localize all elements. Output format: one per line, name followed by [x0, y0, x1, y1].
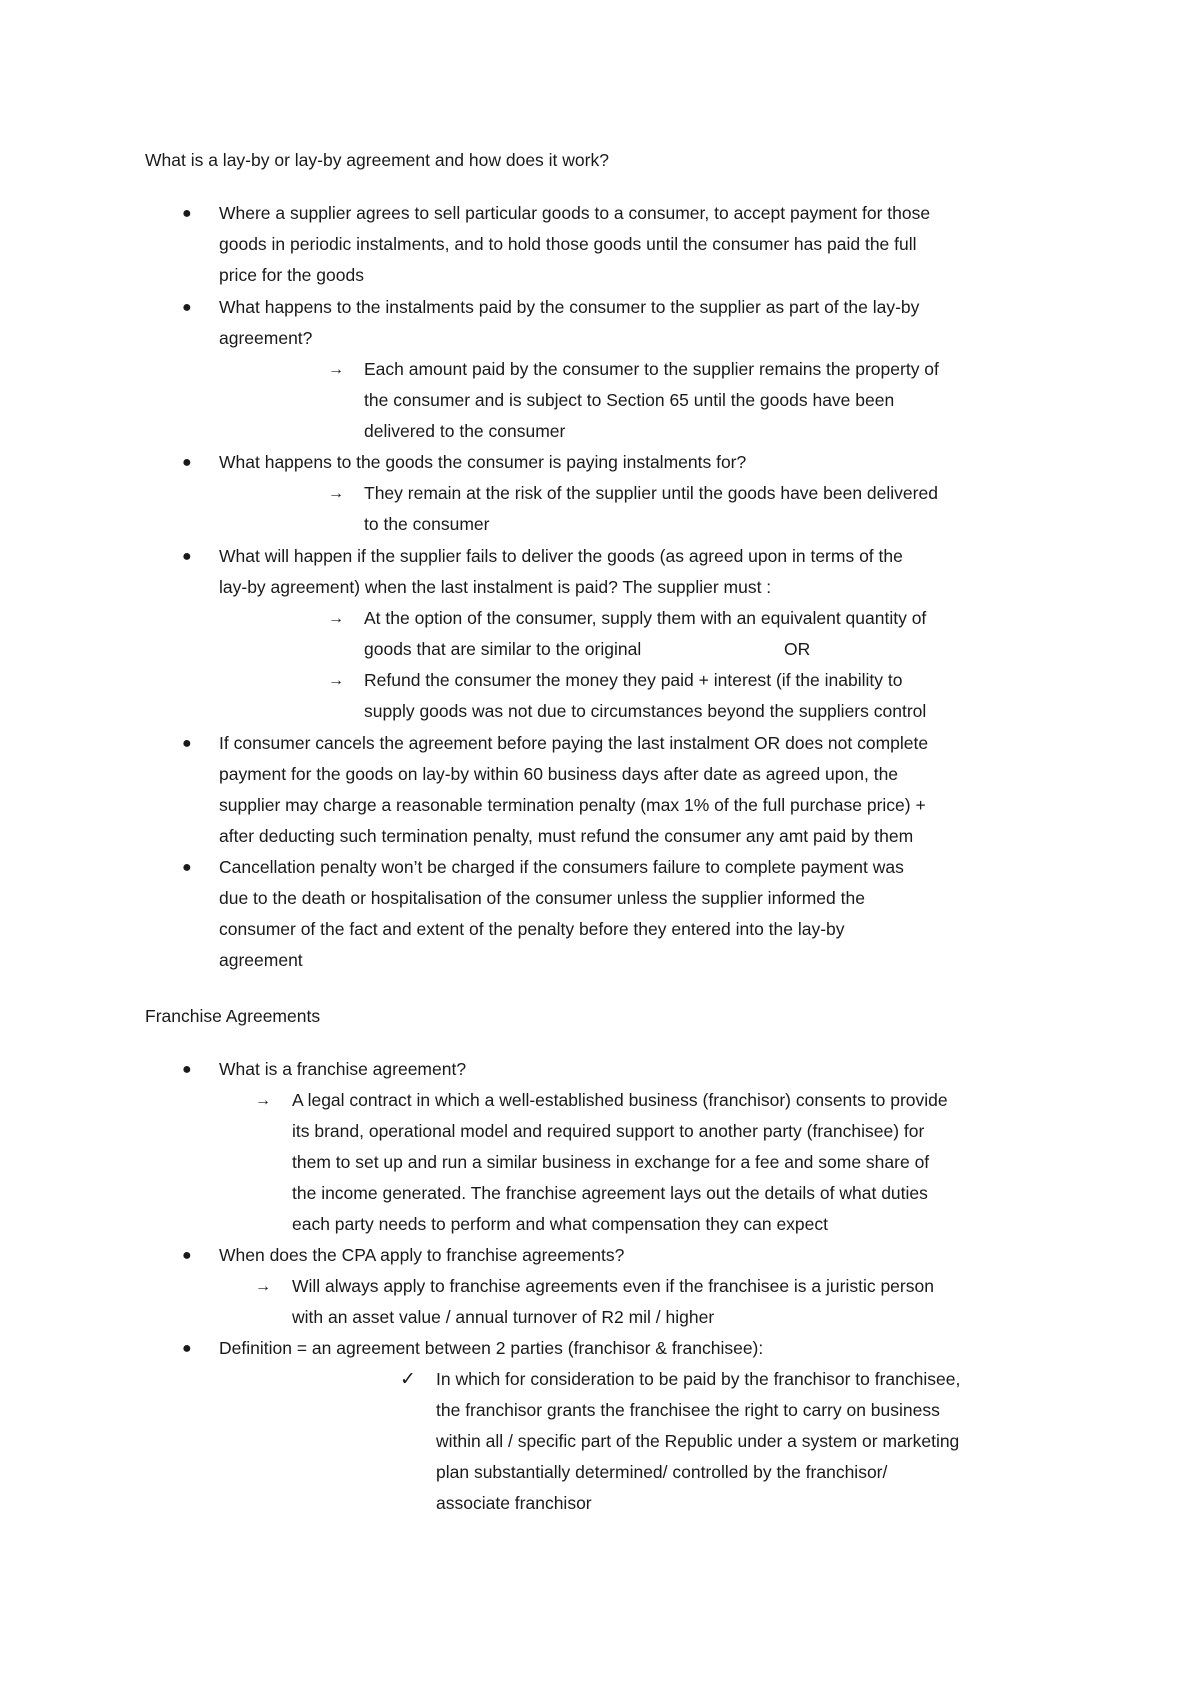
sub-item-text: them to set up and run a similar business in exchange for a fee and some share of [292, 1152, 930, 1172]
bullet-icon: ● [182, 1061, 192, 1078]
list-item-text: If consumer cancels the agreement before paying the last instalment OR does not complete [219, 733, 929, 753]
arrow-right-icon: → [328, 610, 344, 627]
sub-item-text: its brand, operational model and required support to another party (franchisee) for [292, 1121, 925, 1141]
bullet-icon: ● [182, 205, 192, 222]
sub-item-text: Refund the consumer the money they paid + interest (if the inability to [364, 670, 903, 690]
bullet-icon: ● [182, 454, 192, 471]
sub-item-text: plan substantially determined/ controlled by the franchisor/ [436, 1462, 888, 1482]
sub-item-text: They remain at the risk of the supplier until the goods have been delivered [364, 483, 938, 503]
list-item-text: Definition = an agreement between 2 parties (franchisor & franchisee): [219, 1338, 764, 1358]
list-item-text: consumer of the fact and extent of the penalty before they entered into the lay-by [219, 919, 845, 939]
sub-item-text: At the option of the consumer, supply them with an equivalent quantity of [364, 608, 927, 628]
sub-item-text: with an asset value / annual turnover of R2 mil / higher [292, 1307, 715, 1327]
sub-item-text: the franchisor grants the franchisee the right to carry on business [436, 1400, 940, 1420]
list-item-text: Where a supplier agrees to sell particular goods to a consumer, to accept payment for those [219, 203, 931, 223]
arrow-right-icon: → [255, 1092, 271, 1109]
bullet-icon: ● [182, 1247, 192, 1264]
list-item-text: What is a franchise agreement? [219, 1059, 467, 1079]
section-heading-layby: What is a lay-by or lay-by agreement and how does it work? [145, 150, 609, 170]
list-item-text: price for the goods [219, 265, 364, 285]
sub-item-text: supply goods was not due to circumstances beyond the suppliers control [364, 701, 927, 721]
checkmark-icon: ✓ [400, 1369, 416, 1390]
sub-item-text: goods that are similar to the original [364, 639, 642, 659]
sub-item-text: In which for consideration to be paid by the franchisor to franchisee, [436, 1369, 961, 1389]
list-item-text: after deducting such termination penalty, must refund the consumer any amt paid by them [219, 826, 914, 846]
arrow-right-icon: → [328, 485, 344, 502]
sub-item-text: the income generated. The franchise agreement lays out the details of what duties [292, 1183, 928, 1203]
list-item-text: goods in periodic instalments, and to hold those goods until the consumer has paid the full [219, 234, 917, 254]
list-item-text: agreement [219, 950, 303, 970]
bullet-icon: ● [182, 1340, 192, 1357]
arrow-right-icon: → [328, 672, 344, 689]
sub-item-text: Will always apply to franchise agreements even if the franchisee is a juristic person [292, 1276, 934, 1296]
arrow-right-icon: → [328, 361, 344, 378]
section-heading-franchise: Franchise Agreements [145, 1006, 321, 1026]
sub-item-text: within all / specific part of the Republic under a system or marketing [436, 1431, 960, 1451]
arrow-right-icon: → [255, 1278, 271, 1295]
bullet-icon: ● [182, 735, 192, 752]
sub-item-text: the consumer and is subject to Section 65 until the goods have been [364, 390, 895, 410]
sub-item-text: each party needs to perform and what compensation they can expect [292, 1214, 829, 1234]
or-label: OR [784, 639, 811, 659]
bullet-icon: ● [182, 299, 192, 316]
list-item-text: agreement? [219, 328, 313, 348]
list-item-text: What will happen if the supplier fails to deliver the goods (as agreed upon in terms of the [219, 546, 903, 566]
sub-item-text: A legal contract in which a well-established business (franchisor) consents to provide [292, 1090, 948, 1110]
sub-item-text: Each amount paid by the consumer to the supplier remains the property of [364, 359, 939, 379]
sub-item-text: associate franchisor [436, 1493, 592, 1513]
list-item-text: due to the death or hospitalisation of the consumer unless the supplier informed the [219, 888, 865, 908]
list-item-text: Cancellation penalty won’t be charged if the consumers failure to complete payment was [219, 857, 904, 877]
sub-item-text: to the consumer [364, 514, 490, 534]
list-item-text: payment for the goods on lay-by within 60 business days after date as agreed upon, the [219, 764, 899, 784]
list-item-text: lay-by agreement) when the last instalment is paid? The supplier must : [219, 577, 772, 597]
list-item-text: When does the CPA apply to franchise agreements? [219, 1245, 625, 1265]
list-item-text: supplier may charge a reasonable termination penalty (max 1% of the full purchase price) + [219, 795, 926, 815]
list-item-text: What happens to the instalments paid by the consumer to the supplier as part of the lay-by [219, 297, 920, 317]
sub-item-text: delivered to the consumer [364, 421, 566, 441]
bullet-icon: ● [182, 548, 192, 565]
bullet-icon: ● [182, 859, 192, 876]
list-item-text: What happens to the goods the consumer is paying instalments for? [219, 452, 747, 472]
